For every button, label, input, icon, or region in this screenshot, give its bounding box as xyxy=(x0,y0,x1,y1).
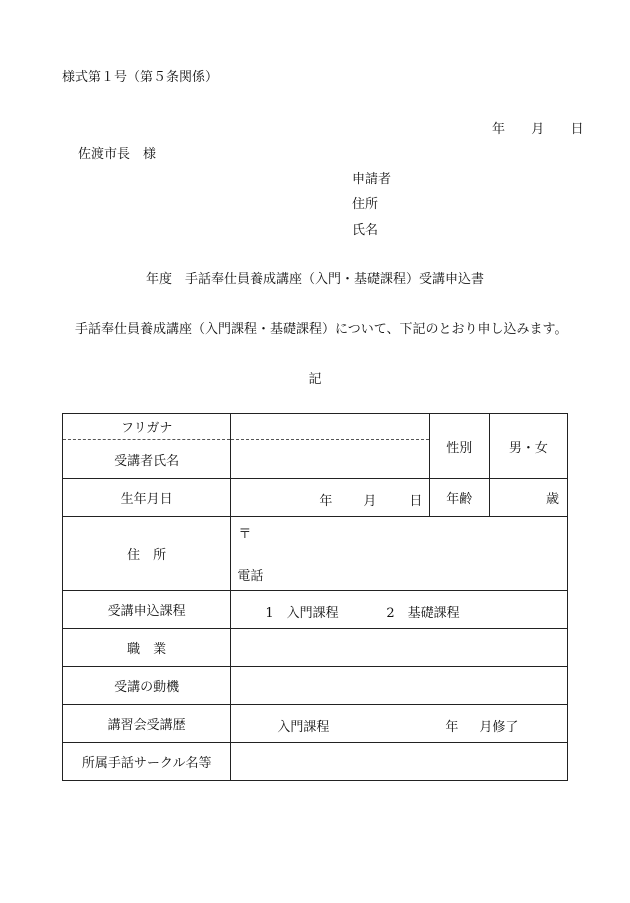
age-unit: 歳 xyxy=(545,492,559,507)
age-field[interactable] xyxy=(489,479,567,517)
birth-year-unit: 年 xyxy=(319,494,333,509)
trainee-name-label: 受講者氏名 xyxy=(63,440,231,479)
applicant-name-label: 氏名 xyxy=(352,223,379,238)
motivation-label: 受講の動機 xyxy=(63,667,231,705)
history-course: 入門課程 xyxy=(277,720,330,735)
ki-heading: 記 xyxy=(308,372,322,387)
gender-options[interactable]: 男・女 xyxy=(489,414,567,479)
circle-label: 所属手話サークル名等 xyxy=(63,743,231,781)
course-option-intro[interactable]: 1 入門課程 xyxy=(265,606,339,621)
addressee: 佐渡市長 様 xyxy=(78,147,157,162)
postal-mark: 〒 xyxy=(238,527,252,542)
document-title: 年度 手話奉仕員養成講座（入門・基礎課程）受講申込書 xyxy=(145,272,484,287)
circle-field[interactable] xyxy=(231,743,568,781)
phone-label: 電話 xyxy=(237,569,264,584)
furigana-label: フリガナ xyxy=(63,414,231,440)
course-option-basic[interactable]: 2 基礎課程 xyxy=(386,606,460,621)
furigana-field[interactable] xyxy=(231,414,429,440)
age-label: 年齢 xyxy=(429,479,489,517)
address-field[interactable] xyxy=(231,517,568,591)
gender-label: 性別 xyxy=(429,414,489,479)
course-options[interactable] xyxy=(231,591,568,629)
date-month: 月 xyxy=(531,122,545,137)
date-day: 日 xyxy=(570,122,584,137)
address-label: 住 所 xyxy=(63,517,231,591)
occupation-label: 職 業 xyxy=(63,629,231,667)
application-statement: 手話奉仕員養成講座（入門課程・基礎課程）について、下記のとおり申し込みます。 xyxy=(75,322,568,337)
history-year-unit: 年 xyxy=(445,720,459,735)
trainee-name-field[interactable] xyxy=(231,440,429,479)
birthdate-label: 生年月日 xyxy=(63,479,231,517)
application-date xyxy=(492,118,584,137)
date-year: 年 xyxy=(492,122,506,137)
course-label: 受講申込課程 xyxy=(63,591,231,629)
application-form-table xyxy=(62,413,568,781)
history-month-completed: 月修了 xyxy=(479,720,519,735)
birthdate-field[interactable] xyxy=(231,479,429,517)
history-label: 講習会受講歴 xyxy=(63,705,231,743)
applicant-label: 申請者 xyxy=(352,172,392,187)
form-number: 様式第１号（第５条関係） xyxy=(62,70,219,85)
motivation-field[interactable] xyxy=(231,667,568,705)
birth-day-unit: 日 xyxy=(409,494,423,509)
applicant-address-label: 住所 xyxy=(352,197,379,212)
birth-month-unit: 月 xyxy=(363,494,377,509)
occupation-field[interactable] xyxy=(231,629,568,667)
history-field[interactable] xyxy=(231,705,568,743)
